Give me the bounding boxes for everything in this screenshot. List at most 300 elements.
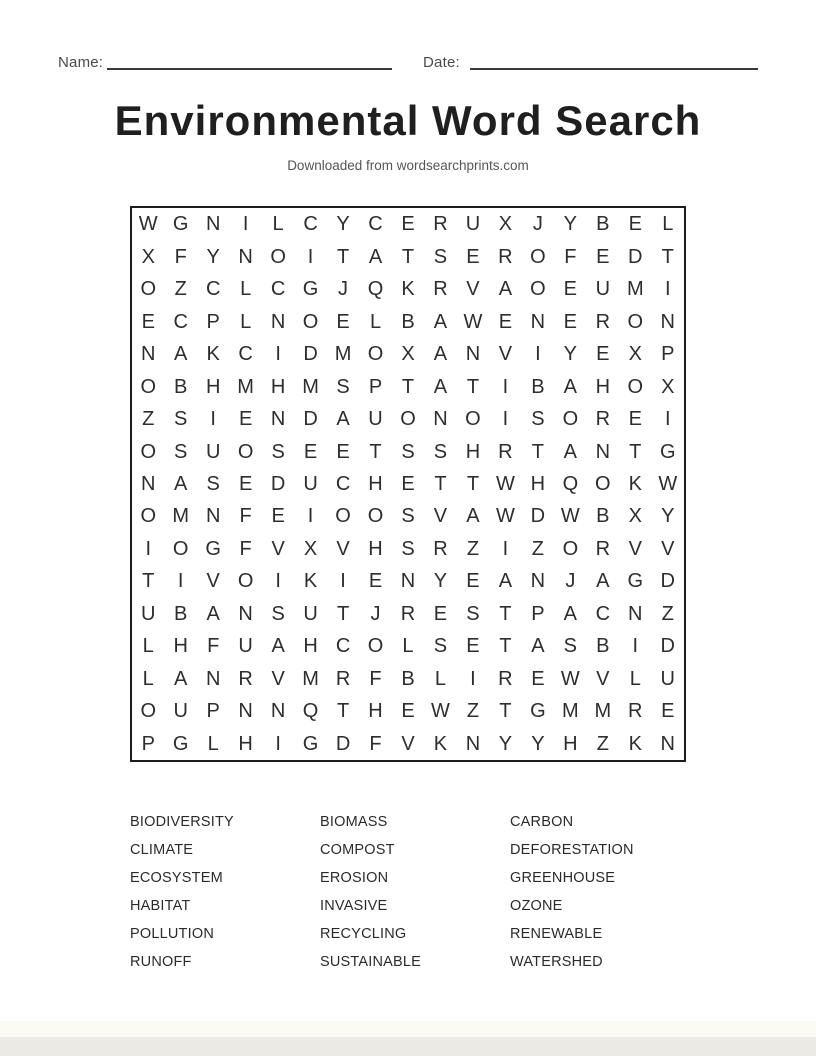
grid-cell: G — [172, 732, 189, 755]
grid-cell: Y — [206, 245, 220, 268]
grid-cell: S — [174, 440, 188, 463]
grid-cell: E — [238, 472, 253, 495]
grid-cell: H — [270, 375, 286, 398]
grid-cell: K — [628, 732, 642, 755]
grid-cell: F — [174, 245, 187, 268]
grid-cell: C — [368, 213, 383, 236]
grid-cell: I — [145, 537, 152, 560]
grid-cell: A — [206, 602, 220, 625]
grid-cell: K — [433, 732, 448, 755]
grid-cell: R — [498, 440, 513, 463]
grid-cell: G — [530, 700, 546, 723]
grid-cell: Z — [596, 732, 609, 755]
grid-cell: O — [140, 440, 157, 463]
word-list-item: BIODIVERSITY — [130, 814, 234, 830]
grid-cell: A — [596, 570, 610, 593]
grid-cell: M — [302, 375, 319, 398]
grid-cell: O — [140, 505, 157, 528]
word-list-column — [130, 808, 320, 976]
grid-cell: I — [664, 278, 671, 301]
grid-cell: S — [271, 602, 285, 625]
grid-cell: W — [431, 700, 450, 723]
grid-cell: L — [142, 667, 154, 690]
grid-cell: T — [401, 245, 415, 268]
grid-cell: I — [275, 570, 281, 593]
grid-cell: J — [532, 213, 543, 236]
date-line — [470, 68, 758, 70]
grid-cell: E — [336, 440, 350, 463]
grid-cell: F — [369, 732, 382, 755]
grid-cell: N — [205, 213, 221, 236]
grid-cell: B — [596, 505, 610, 528]
name-line — [107, 68, 392, 70]
grid-cell: N — [238, 245, 253, 268]
grid-cell: V — [271, 537, 285, 560]
grid-cell: O — [335, 505, 351, 528]
grid-cell: V — [401, 732, 415, 755]
grid-cell: H — [465, 440, 481, 463]
grid-cell: K — [303, 570, 318, 593]
grid-cell: R — [628, 700, 643, 723]
grid-cell: Z — [142, 408, 155, 431]
grid-cell: R — [498, 667, 513, 690]
grid-cell: H — [368, 472, 383, 495]
grid-cell: O — [627, 310, 644, 333]
grid-cell: I — [502, 408, 509, 431]
grid-cell: S — [531, 408, 545, 431]
grid-cell: P — [368, 375, 383, 398]
grid-cell: Z — [661, 602, 674, 625]
grid-cell: A — [563, 440, 578, 463]
grid-cell: M — [237, 375, 254, 398]
grid-cell: C — [335, 472, 351, 495]
grid-cell: O — [562, 408, 579, 431]
grid-cell: H — [595, 375, 611, 398]
grid-cell: B — [531, 375, 545, 398]
grid-cell: O — [530, 278, 546, 301]
grid-cell: M — [562, 700, 579, 723]
grid-cell: F — [207, 635, 220, 658]
grid-cell: W — [495, 472, 515, 495]
grid-cell: U — [368, 408, 383, 431]
grid-cell: N — [141, 472, 156, 495]
grid-cell: Q — [302, 700, 319, 723]
grid-cell: S — [563, 635, 578, 658]
grid-cell: A — [433, 310, 448, 333]
grid-cell: U — [303, 472, 318, 495]
grid-cell: T — [499, 700, 512, 723]
grid-cell: H — [238, 732, 253, 755]
word-list-item: COMPOST — [320, 842, 395, 858]
grid-cell: N — [465, 732, 481, 755]
grid-cell: K — [628, 472, 642, 495]
grid-cell: O — [367, 635, 384, 658]
name-label: Name: — [58, 54, 104, 71]
grid-cell: O — [140, 375, 157, 398]
grid-cell: E — [628, 408, 642, 431]
grid-cell: L — [142, 635, 154, 658]
grid-cell: O — [302, 310, 319, 333]
grid-cell: O — [140, 278, 157, 301]
grid-cell: M — [334, 343, 352, 366]
grid-cell: L — [207, 732, 219, 755]
grid-cell: R — [400, 602, 416, 625]
grid-cell: O — [140, 700, 157, 723]
grid-cell: B — [174, 602, 188, 625]
word-list-item: WATERSHED — [510, 954, 603, 970]
page-title: Environmental Word Search — [114, 97, 702, 144]
grid-cell: L — [272, 213, 284, 236]
grid-cell: E — [433, 602, 448, 625]
grid-cell: D — [530, 505, 546, 528]
grid-cell: N — [433, 408, 448, 431]
word-list-item: RUNOFF — [130, 954, 192, 970]
grid-cell: L — [240, 310, 252, 333]
grid-cell: O — [270, 245, 286, 268]
grid-cell: O — [562, 537, 579, 560]
grid-cell: I — [502, 537, 509, 560]
grid-cell: I — [470, 667, 476, 690]
page-subtitle: Downloaded from wordsearchprints.com — [287, 158, 529, 173]
grid-cell: U — [141, 602, 156, 625]
grid-cell: N — [628, 602, 643, 625]
word-list-item: GREENHOUSE — [510, 870, 616, 886]
grid-cell: Z — [466, 537, 480, 560]
grid-cell: V — [628, 537, 642, 560]
grid-cell: S — [466, 602, 480, 625]
grid-cell: X — [498, 213, 513, 236]
grid-cell: X — [401, 343, 415, 366]
grid-cell: D — [303, 343, 318, 366]
grid-cell: E — [661, 700, 675, 723]
grid-cell: Y — [336, 213, 350, 236]
grid-cell: N — [141, 343, 156, 366]
grid-cell: R — [335, 667, 351, 690]
grid-cell: S — [271, 440, 285, 463]
grid-cell: N — [660, 310, 675, 333]
grid-cell: F — [239, 505, 252, 528]
grid-cell: V — [271, 667, 285, 690]
grid-cell: V — [661, 537, 675, 560]
grid-cell: D — [303, 408, 318, 431]
grid-cell: S — [401, 440, 415, 463]
grid-cell: O — [237, 440, 254, 463]
grid-cell: N — [595, 440, 611, 463]
grid-cell: E — [401, 213, 415, 236]
grid-cell: C — [205, 278, 221, 301]
grid-cell: O — [172, 537, 189, 560]
grid-cell: R — [595, 537, 611, 560]
grid-cell: G — [205, 537, 221, 560]
page-edge-strip-gray — [0, 1037, 816, 1056]
grid-cell: A — [174, 667, 188, 690]
grid-cell: I — [210, 408, 216, 431]
grid-cell: T — [466, 375, 480, 398]
grid-cell: E — [401, 700, 415, 723]
grid-cell: T — [466, 472, 480, 495]
grid-cell: N — [400, 570, 416, 593]
grid-cell: I — [307, 245, 314, 268]
grid-cell: I — [632, 635, 639, 658]
word-list-column — [510, 808, 710, 976]
grid-cell: U — [173, 700, 188, 723]
grid-cell: V — [466, 278, 480, 301]
grid-cell: V — [336, 537, 350, 560]
grid-cell: E — [628, 213, 642, 236]
grid-cell: A — [498, 278, 513, 301]
word-list-item: OZONE — [510, 898, 563, 914]
grid-cell: H — [563, 732, 578, 755]
grid-cell: W — [495, 505, 515, 528]
grid-cell: Y — [531, 732, 545, 755]
grid-cell: T — [531, 440, 544, 463]
grid-cell: E — [238, 408, 253, 431]
grid-cell: U — [660, 667, 675, 690]
grid-cell: Q — [367, 278, 384, 301]
grid-cell: I — [535, 343, 541, 366]
grid-cell: A — [174, 343, 188, 366]
grid-cell: A — [563, 602, 578, 625]
grid-cell: B — [596, 213, 610, 236]
grid-cell: B — [401, 667, 415, 690]
grid-cell: H — [368, 537, 383, 560]
grid-cell: M — [172, 505, 190, 528]
grid-cell: E — [271, 505, 285, 528]
grid-cell: H — [530, 472, 546, 495]
word-list-item: RECYCLING — [320, 926, 407, 942]
grid-cell: R — [498, 245, 513, 268]
grid-cell: T — [336, 245, 350, 268]
grid-cell: A — [368, 245, 383, 268]
grid-cell: T — [369, 440, 382, 463]
grid-cell: L — [369, 310, 382, 333]
grid-cell: H — [303, 635, 318, 658]
grid-cell: G — [627, 570, 644, 593]
grid-cell: N — [238, 602, 253, 625]
grid-cell: N — [238, 700, 253, 723]
grid-cell: W — [138, 213, 158, 236]
grid-cell: B — [596, 635, 610, 658]
grid-cell: I — [664, 408, 671, 431]
grid-cell: A — [563, 375, 578, 398]
grid-cell: E — [596, 343, 610, 366]
grid-cell: T — [434, 472, 447, 495]
grid-cell: J — [370, 602, 381, 625]
grid-cell: A — [466, 505, 480, 528]
grid-cell: Y — [563, 213, 578, 236]
grid-cell: P — [206, 310, 220, 333]
grid-cell: E — [531, 667, 545, 690]
grid-cell: H — [173, 635, 188, 658]
word-list-item: POLLUTION — [130, 926, 214, 942]
grid-cell: P — [531, 602, 545, 625]
grid-cell: E — [303, 440, 318, 463]
grid-cell: E — [596, 245, 610, 268]
grid-cell: K — [206, 343, 220, 366]
grid-cell: X — [628, 343, 642, 366]
grid-cell: A — [498, 570, 513, 593]
word-list-item: BIOMASS — [320, 814, 388, 830]
grid-cell: N — [530, 310, 546, 333]
grid-cell: V — [596, 667, 610, 690]
grid-cell: F — [369, 667, 382, 690]
grid-cell: A — [336, 408, 350, 431]
grid-cell: U — [303, 602, 318, 625]
grid-cell: S — [401, 505, 415, 528]
grid-cell: C — [238, 343, 253, 366]
grid-cell: W — [658, 472, 678, 495]
word-list-item: EROSION — [320, 870, 389, 886]
grid-cell: E — [466, 570, 480, 593]
grid-cell: O — [627, 375, 644, 398]
grid-cell: R — [433, 537, 448, 560]
grid-cell: O — [237, 570, 254, 593]
grid-cell: D — [628, 245, 643, 268]
grid-cell: D — [335, 732, 351, 755]
word-list-item: RENEWABLE — [510, 926, 603, 942]
grid-cell: A — [433, 343, 448, 366]
word-list-item: HABITAT — [130, 898, 191, 914]
grid-cell: H — [205, 375, 221, 398]
grid-cell: V — [498, 343, 513, 366]
word-list — [130, 808, 730, 976]
grid-cell: L — [629, 667, 641, 690]
grid-cell: C — [270, 278, 286, 301]
grid-cell: N — [465, 343, 481, 366]
grid-cell: U — [595, 278, 611, 301]
grid-cell: O — [400, 408, 416, 431]
grid-cell: M — [302, 667, 319, 690]
grid-cell: W — [560, 505, 580, 528]
grid-cell: N — [270, 408, 286, 431]
grid-cell: Y — [498, 732, 513, 755]
grid-cell: G — [302, 278, 319, 301]
grid-cell: E — [466, 245, 480, 268]
grid-cell: P — [206, 700, 220, 723]
grid-cell: O — [367, 505, 384, 528]
grid-cell: E — [466, 635, 480, 658]
word-list-item: ECOSYSTEM — [130, 870, 223, 886]
grid-cell: K — [401, 278, 415, 301]
grid-cell: O — [465, 408, 481, 431]
grid-cell: G — [172, 213, 189, 236]
grid-cell: C — [173, 310, 188, 333]
grid-cell: Z — [174, 278, 187, 301]
grid-cell: E — [368, 570, 383, 593]
grid-cell: B — [174, 375, 188, 398]
word-list-item: CLIMATE — [130, 842, 194, 858]
grid-cell: I — [275, 732, 281, 755]
word-list-item: SUSTAINABLE — [320, 954, 422, 970]
grid-cell: R — [433, 278, 448, 301]
grid-cell: U — [205, 440, 221, 463]
grid-cell: S — [206, 472, 220, 495]
grid-cell: A — [271, 635, 285, 658]
grid-cell: X — [141, 245, 155, 268]
grid-cell: N — [270, 310, 286, 333]
grid-cell: P — [141, 732, 155, 755]
grid-cell: J — [565, 570, 576, 593]
name-date-row — [0, 54, 816, 76]
grid-cell: S — [336, 375, 350, 398]
grid-cell: T — [401, 375, 415, 398]
grid-cell: E — [498, 310, 513, 333]
grid-cell: Y — [563, 343, 578, 366]
grid-cell: N — [270, 700, 286, 723]
grid-cell: N — [205, 667, 221, 690]
grid-cell: F — [239, 537, 252, 560]
grid-cell: N — [660, 732, 675, 755]
grid-cell: S — [401, 537, 415, 560]
grid-cell: C — [595, 602, 611, 625]
grid-cell: U — [465, 213, 481, 236]
grid-cell: Y — [661, 505, 675, 528]
grid-cell: M — [594, 700, 612, 723]
grid-cell: A — [433, 375, 448, 398]
grid-cell: I — [502, 375, 509, 398]
grid-cell: D — [660, 570, 675, 593]
grid-cell: F — [564, 245, 577, 268]
grid-cell: T — [336, 602, 350, 625]
grid-cell: I — [177, 570, 184, 593]
word-list-item: DEFORESTATION — [510, 842, 634, 858]
grid-cell: L — [434, 667, 447, 690]
grid-cell: R — [433, 213, 448, 236]
grid-cell: I — [242, 213, 249, 236]
grid-cell: J — [338, 278, 349, 301]
grid-cell: D — [270, 472, 286, 495]
grid-cell: G — [659, 440, 676, 463]
grid-cell: N — [530, 570, 546, 593]
grid-cell: T — [499, 602, 512, 625]
grid-cell: X — [628, 505, 642, 528]
grid-cell: N — [205, 505, 221, 528]
word-list-item: CARBON — [510, 814, 574, 830]
grid-cell: E — [563, 310, 578, 333]
grid-cell: L — [240, 278, 252, 301]
grid-cell: M — [626, 278, 644, 301]
grid-cell: E — [401, 472, 415, 495]
grid-cell: R — [595, 310, 611, 333]
grid-cell: T — [336, 700, 350, 723]
grid-cell: O — [367, 343, 384, 366]
grid-cell: R — [238, 667, 253, 690]
word-list-item: INVASIVE — [320, 898, 388, 914]
grid-cell: W — [463, 310, 483, 333]
grid-cell: O — [595, 472, 611, 495]
grid-cell: S — [174, 408, 188, 431]
date-label: Date: — [423, 54, 460, 71]
grid-cell: D — [660, 635, 675, 658]
grid-cell: C — [335, 635, 351, 658]
grid-cell: A — [531, 635, 545, 658]
grid-cell: Q — [562, 472, 579, 495]
grid-cell: I — [307, 505, 314, 528]
grid-cell: Z — [466, 700, 480, 723]
grid-cell: E — [563, 278, 578, 301]
grid-cell: O — [530, 245, 546, 268]
grid-cell: Y — [433, 570, 448, 593]
grid-cell: S — [433, 245, 448, 268]
page-edge-strip-light — [0, 1021, 816, 1037]
grid-cell: T — [499, 635, 512, 658]
grid-cell: B — [401, 310, 415, 333]
grid-cell: A — [174, 472, 188, 495]
grid-cell: V — [433, 505, 448, 528]
grid-cell: C — [303, 213, 318, 236]
grid-cell: P — [661, 343, 675, 366]
grid-cell: W — [560, 667, 580, 690]
